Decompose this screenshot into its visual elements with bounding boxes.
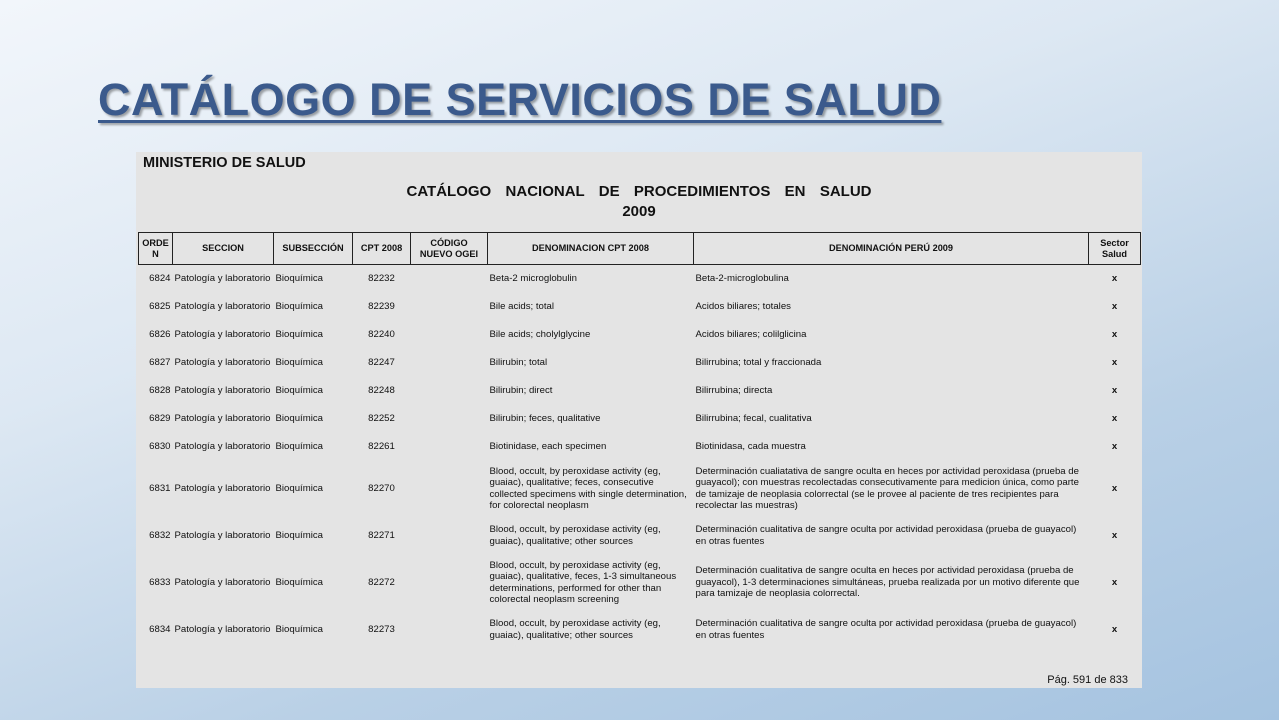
cell-sector: x	[1111, 273, 1118, 284]
cell-ogei	[411, 611, 488, 649]
cell-denominacion-peru: Acidos biliares; colilglicina	[695, 328, 807, 340]
cell-seccion: Patología y laboratorio	[174, 384, 271, 396]
cell-sector: x	[1111, 482, 1118, 494]
slide-title: CATÁLOGO DE SERVICIOS DE SALUD	[98, 74, 942, 125]
cell-seccion: Patología y laboratorio	[174, 529, 271, 541]
table-row	[139, 611, 1141, 649]
table-row	[139, 321, 1141, 349]
ministry-name: MINISTERIO DE SALUD	[143, 155, 306, 171]
cell-sector: x	[1111, 300, 1118, 312]
cell-orden: 6827	[149, 356, 171, 368]
cell-denominacion-peru: Determinación cualitativa de sangre oculta por actividad peroxidasa (prueba de guayacol) en otras fuentes	[695, 524, 1077, 547]
cell-seccion: Patología y laboratorio	[174, 328, 271, 340]
cell-ogei	[411, 265, 488, 293]
cell-cpt: 82272	[368, 576, 395, 588]
cell-denominacion-cpt: Bile acids; total	[489, 300, 555, 312]
header-subseccion: SUBSECCIÓN	[274, 233, 353, 265]
table-row	[139, 265, 1141, 293]
cell-ogei	[411, 555, 488, 611]
cell-cpt: 82239	[368, 300, 395, 312]
cell-denominacion-cpt: Beta-2 microglobulin	[489, 273, 577, 284]
cell-denominacion-cpt: Bilirubin; feces, qualitative	[489, 412, 601, 424]
cell-denominacion-peru: Determinación cualitativa de sangre oculta en heces por actividad peroxidasa (prueba de guayacol), 1-3 determinaciones simultáneas, prueba realizada por un motivo diferente que para tamizaje de neoplasia colorrectal.	[695, 565, 1080, 600]
cell-denominacion-cpt: Blood, occult, by peroxidase activity (eg, guaiac), qualitative; feces, consecutive collected specimens with single determination, for colorectal neoplasm	[489, 465, 687, 511]
cell-denominacion-peru: Bilirrubina; directa	[695, 384, 773, 396]
header-codigo-ogei: CÓDIGO NUEVO OGEI	[411, 233, 488, 265]
cell-denominacion-peru: Biotinidasa, cada muestra	[695, 440, 806, 452]
cell-sector: x	[1111, 623, 1118, 635]
header-cpt-2008: CPT 2008	[353, 233, 411, 265]
cell-ogei	[411, 349, 488, 377]
cell-denominacion-cpt: Blood, occult, by peroxidase activity (eg, guaiac), qualitative, feces, 1-3 simultaneous determinations, performed for other than colorectal neoplasm screening	[489, 559, 677, 605]
cell-ogei	[411, 377, 488, 405]
header-seccion: SECCION	[173, 233, 274, 265]
cell-denominacion-peru: Determinación cualitativa de sangre oculta por actividad peroxidasa (prueba de guayacol) en otras fuentes	[695, 618, 1077, 641]
cell-seccion: Patología y laboratorio	[174, 440, 271, 452]
cell-subseccion: Bioquímica	[275, 529, 323, 541]
cell-denominacion-cpt: Bilirubin; direct	[489, 384, 553, 396]
cell-subseccion: Bioquímica	[275, 273, 323, 284]
cell-seccion: Patología y laboratorio	[174, 273, 271, 284]
cell-orden: 6829	[149, 412, 171, 424]
cell-ogei	[411, 517, 488, 555]
cell-denominacion-peru: Bilirrubina; fecal, cualitativa	[695, 412, 812, 424]
cell-ogei	[411, 461, 488, 517]
cell-orden: 6826	[149, 328, 171, 340]
cell-subseccion: Bioquímica	[275, 412, 323, 424]
header-sector-salud: Sector Salud	[1089, 233, 1141, 265]
cell-subseccion: Bioquímica	[275, 623, 323, 635]
cell-denominacion-peru: Beta-2-microglobulina	[695, 273, 789, 284]
cell-cpt: 82248	[368, 384, 395, 396]
table-row	[139, 555, 1141, 611]
cell-denominacion-cpt: Bile acids; cholylglycine	[489, 328, 591, 340]
cell-seccion: Patología y laboratorio	[174, 412, 271, 424]
header-denominacion-peru: DENOMINACIÓN PERÚ 2009	[694, 233, 1089, 265]
cell-ogei	[411, 433, 488, 461]
table-row	[139, 377, 1141, 405]
cell-seccion: Patología y laboratorio	[174, 300, 271, 312]
cell-ogei	[411, 321, 488, 349]
catalog-document-image	[136, 152, 1142, 688]
page-number: Pág. 591 de 833	[1047, 674, 1128, 686]
cell-seccion: Patología y laboratorio	[174, 482, 271, 494]
cell-subseccion: Bioquímica	[275, 356, 323, 368]
cell-subseccion: Bioquímica	[275, 384, 323, 396]
cell-sector: x	[1111, 576, 1118, 588]
cell-seccion: Patología y laboratorio	[174, 576, 271, 588]
table-header-row	[139, 233, 1141, 265]
header-denominacion-cpt: DENOMINACION CPT 2008	[488, 233, 694, 265]
cell-orden: 6833	[149, 576, 171, 588]
table-row	[139, 461, 1141, 517]
cell-sector: x	[1111, 529, 1118, 541]
cell-cpt: 82273	[368, 623, 395, 635]
cell-orden: 6832	[149, 529, 171, 541]
cell-ogei	[411, 405, 488, 433]
cell-denominacion-peru: Determinación cualiatativa de sangre oculta en heces por actividad peroxidasa (prueba de guayacol); con muestras recolectadas consecutivamente para medicion única, como parte de tamizaje de neoplasia colorrectal (se le provee al paciente de tres recipientes para recolectar las muestras)	[695, 465, 1079, 511]
cell-denominacion-peru: Bilirrubina; total y fraccionada	[695, 356, 822, 368]
cell-subseccion: Bioquímica	[275, 300, 323, 312]
cell-cpt: 82240	[368, 328, 395, 340]
cell-sector: x	[1111, 412, 1118, 424]
cell-denominacion-peru: Acidos biliares; totales	[695, 300, 791, 312]
cell-cpt: 82232	[368, 273, 395, 284]
table-row	[139, 405, 1141, 433]
cell-orden: 6824	[149, 273, 171, 284]
table-row	[139, 433, 1141, 461]
cell-sector: x	[1111, 328, 1118, 340]
cell-subseccion: Bioquímica	[275, 576, 323, 588]
cell-sector: x	[1111, 356, 1118, 368]
cell-orden: 6830	[149, 440, 171, 452]
table-row	[139, 349, 1141, 377]
catalog-title: CATÁLOGO NACIONAL DE PROCEDIMIENTOS EN SALUD	[406, 183, 872, 200]
cell-denominacion-cpt: Bilirubin; total	[489, 356, 548, 368]
cell-denominacion-cpt: Blood, occult, by peroxidase activity (eg, guaiac), qualitative; other sources	[489, 524, 661, 547]
cell-cpt: 82252	[368, 412, 395, 424]
procedures-table	[138, 232, 1141, 649]
cell-orden: 6828	[149, 384, 171, 396]
cell-cpt: 82261	[368, 440, 395, 452]
cell-sector: x	[1111, 384, 1118, 396]
cell-subseccion: Bioquímica	[275, 482, 323, 494]
catalog-year: 2009	[622, 203, 656, 220]
cell-orden: 6834	[149, 623, 171, 635]
cell-denominacion-cpt: Biotinidase, each specimen	[489, 440, 607, 452]
table-row	[139, 293, 1141, 321]
cell-cpt: 82270	[368, 482, 395, 494]
cell-orden: 6831	[149, 482, 171, 494]
cell-denominacion-cpt: Blood, occult, by peroxidase activity (eg, guaiac), qualitative; other sources	[489, 618, 661, 641]
cell-subseccion: Bioquímica	[275, 328, 323, 340]
cell-ogei	[411, 293, 488, 321]
cell-seccion: Patología y laboratorio	[174, 356, 271, 368]
cell-seccion: Patología y laboratorio	[174, 623, 271, 635]
cell-cpt: 82247	[368, 356, 395, 368]
cell-sector: x	[1111, 440, 1118, 452]
header-orden: ORDE N	[139, 233, 173, 265]
cell-subseccion: Bioquímica	[275, 440, 323, 452]
table-row	[139, 517, 1141, 555]
cell-cpt: 82271	[368, 529, 395, 541]
cell-orden: 6825	[149, 300, 171, 312]
